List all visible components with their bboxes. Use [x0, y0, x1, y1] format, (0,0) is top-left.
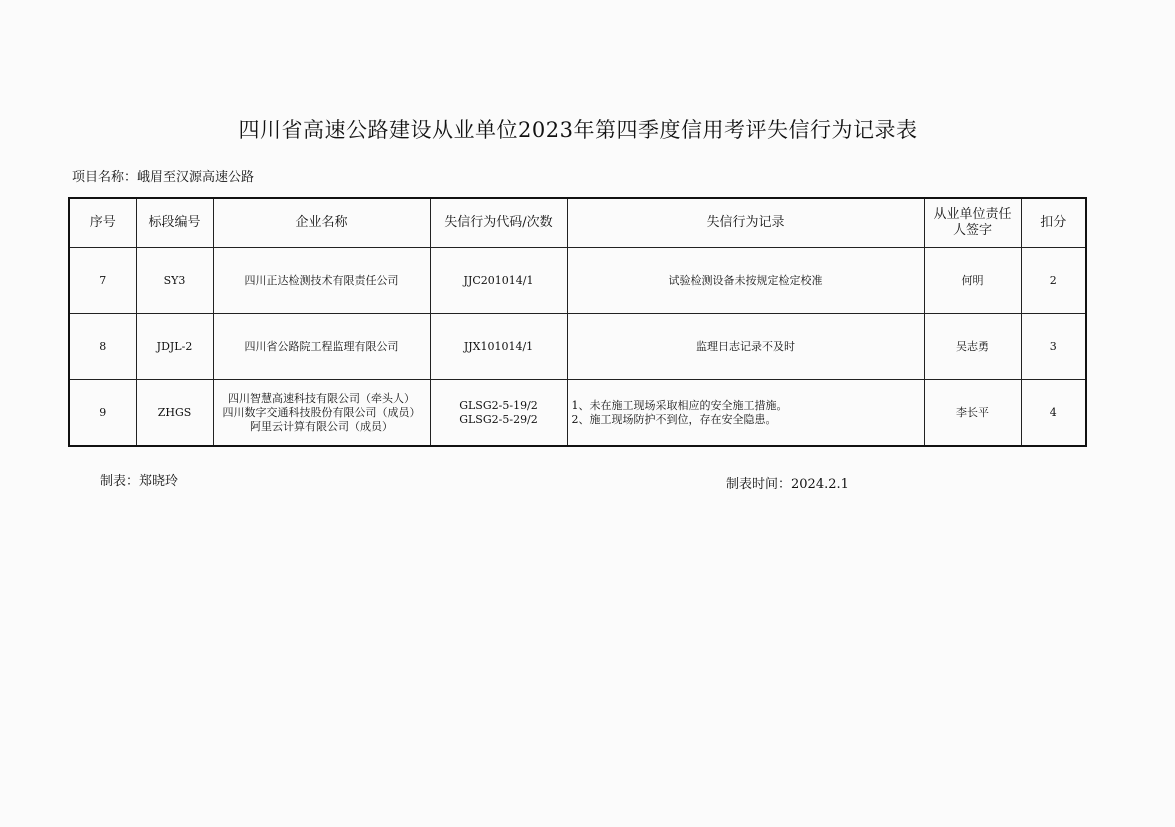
page-title: 四川省高速公路建设从业单位2023年第四季度信用考评失信行为记录表 — [238, 118, 918, 142]
company-line: 四川正达检测技术有限责任公司 — [244, 273, 399, 287]
cell-record — [567, 380, 924, 447]
cell-deduction: 4 — [1021, 380, 1086, 447]
table-row — [69, 248, 1086, 314]
record-line: 2、施工现场防护不到位，存在安全隐患。 — [571, 412, 777, 426]
header-company: 企业名称 — [213, 198, 430, 248]
cell-seq: 9 — [69, 380, 136, 447]
table-row — [69, 314, 1086, 380]
code-line: JJC201014/1 — [463, 273, 534, 287]
cell-section: ZHGS — [136, 380, 213, 447]
cell-code — [430, 314, 567, 380]
header-seq: 序号 — [69, 198, 136, 248]
header-section: 标段编号 — [136, 198, 213, 248]
record-line: 监理日志记录不及时 — [696, 339, 795, 353]
cell-seq: 8 — [69, 314, 136, 380]
table-date: 制表时间：2024.2.1 — [726, 477, 849, 492]
cell-signer: 吴志勇 — [924, 314, 1021, 380]
cell-code — [430, 248, 567, 314]
cell-signer: 李长平 — [924, 380, 1021, 447]
record-table — [68, 197, 1087, 447]
code-line: GLSG2-5-19/2 — [459, 398, 538, 412]
header-record: 失信行为记录 — [567, 198, 924, 248]
code-line: GLSG2-5-29/2 — [459, 412, 538, 426]
cell-section: JDJL-2 — [136, 314, 213, 380]
cell-record — [567, 248, 924, 314]
cell-section: SY3 — [136, 248, 213, 314]
company-line: 四川智慧高速科技有限公司（牵头人） — [228, 391, 415, 405]
project-name: 项目名称：峨眉至汉源高速公路 — [72, 170, 255, 185]
cell-record — [567, 314, 924, 380]
cell-company — [213, 314, 430, 380]
cell-seq: 7 — [69, 248, 136, 314]
record-line: 试验检测设备未按规定检定校准 — [668, 273, 823, 287]
company-line: 四川数字交通科技股份有限公司（成员） — [222, 405, 421, 419]
header-deduction: 扣分 — [1021, 198, 1086, 248]
cell-company — [213, 248, 430, 314]
company-line: 四川省公路院工程监理有限公司 — [244, 339, 399, 353]
cell-signer: 何明 — [924, 248, 1021, 314]
table-row — [69, 380, 1086, 447]
record-line: 1、未在施工现场采取相应的安全施工措施。 — [571, 398, 788, 412]
cell-code — [430, 380, 567, 447]
company-line: 阿里云计算有限公司（成员） — [250, 419, 393, 433]
table-header-row — [69, 198, 1086, 248]
table-maker: 制表：郑晓玲 — [100, 474, 179, 489]
cell-company — [213, 380, 430, 447]
header-code: 失信行为代码/次数 — [430, 198, 567, 248]
header-signer: 从业单位责任人签字 — [924, 198, 1021, 248]
cell-deduction: 3 — [1021, 314, 1086, 380]
code-line: JJX101014/1 — [463, 339, 534, 353]
cell-deduction: 2 — [1021, 248, 1086, 314]
